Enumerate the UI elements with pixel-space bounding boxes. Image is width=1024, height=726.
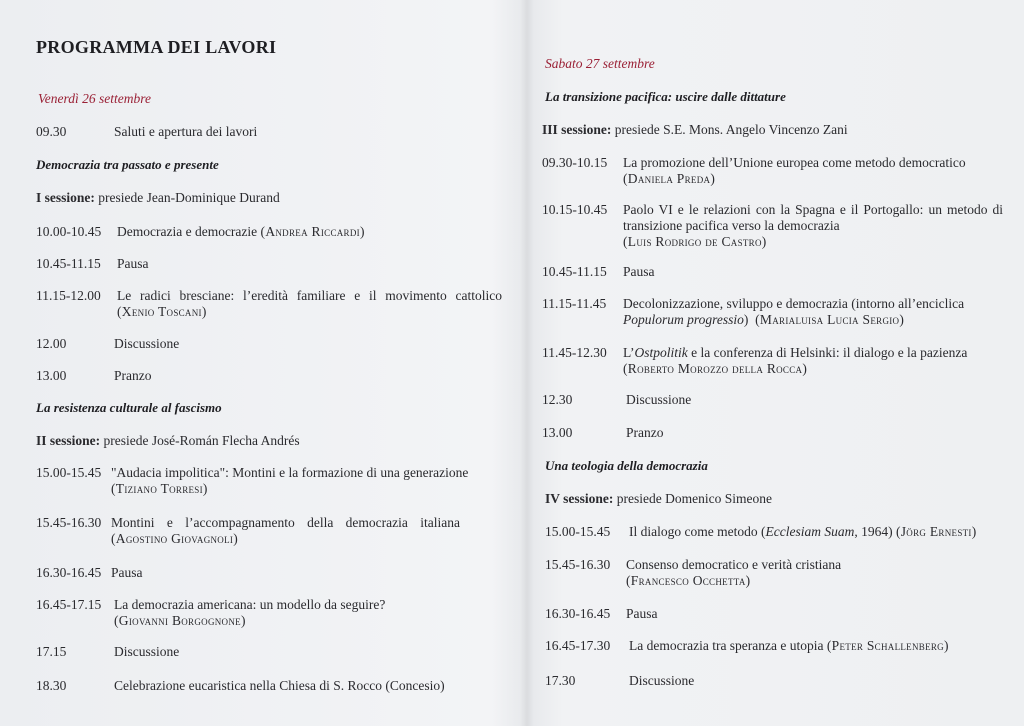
row-text: Discussione: [626, 392, 692, 407]
row-speaker: (Agostino Giovagnoli): [111, 531, 238, 546]
row-time: 10.15-10.45: [542, 202, 608, 217]
row-time: 11.15-12.00: [36, 288, 101, 303]
row-time: 15.45-16.30: [36, 515, 102, 530]
row-text: La promozione dell’Unione europea come metodo democratico: [623, 155, 966, 170]
session-chair: [36, 433, 300, 449]
row-speaker: (Giovanni Borgognone): [114, 613, 246, 628]
page-title: PROGRAMMA DEI LAVORI: [36, 37, 277, 57]
row-time: 11.45-12.30: [542, 345, 607, 360]
row-text-line2: Populorum progressio) (Marialuisa Lucia Sergio): [623, 312, 905, 327]
row-time: 15.00-15.45: [36, 465, 102, 480]
row-text: [623, 345, 967, 361]
row-time: 12.00: [36, 336, 67, 351]
row-text-part: e la conferenza di Helsinki: il dialogo e la pazienza: [687, 345, 968, 360]
row-time: 15.00-15.45: [545, 524, 611, 539]
session-chair-text: presiede S.E. Mons. Angelo Vincenzo Zani: [614, 122, 848, 137]
row-text: [629, 524, 977, 540]
row-text: Pausa: [623, 264, 655, 279]
paper-fold: [520, 0, 534, 726]
session-chair-text: presiede Jean-Dominique Durand: [98, 190, 280, 205]
row-text: Celebrazione eucaristica nella Chiesa di S. Rocco (Concesio): [114, 678, 445, 693]
session-label: II sessione:: [36, 433, 101, 448]
row-speaker: (Xenio Toscani): [117, 304, 207, 319]
row-text: Le radici bresciane: l’eredità familiare e il movimento cattolico: [117, 288, 502, 303]
session-label: III sessione:: [542, 122, 612, 137]
day-heading-friday: Venerdì 26 settembre: [38, 91, 151, 106]
row-text: Montini e l’accompagnamento della democrazia italiana: [111, 515, 460, 530]
section-title: Democrazia tra passato e presente: [36, 157, 219, 172]
session-chair-text: presiede José-Román Flecha Andrés: [103, 433, 300, 448]
row-time: 13.00: [542, 425, 573, 440]
session-chair: [545, 491, 772, 507]
row-text: Discussione: [114, 644, 180, 659]
row-speaker: (Jörg Ernesti): [895, 524, 977, 539]
row-speaker: (Andrea Riccardi): [260, 224, 365, 239]
row-text: Pausa: [626, 606, 658, 621]
row-speaker: (Francesco Occhetta): [626, 573, 751, 588]
row-text: "Audacia impolitica": Montini e la formazione di una generazione: [111, 465, 469, 480]
row-speaker: (Daniela Preda): [623, 171, 716, 186]
row-text-part: L’: [623, 345, 635, 360]
row-text: Pausa: [111, 565, 143, 580]
row-time: 13.00: [36, 368, 67, 383]
row-speaker: (Luis Rodrigo de Castro): [623, 234, 767, 249]
row-text: Democrazia e democrazie: [117, 224, 258, 239]
row-time: 18.30: [36, 678, 67, 693]
row-text: La democrazia tra speranza e utopia: [629, 638, 824, 653]
row-time: 16.30-16.45: [545, 606, 611, 621]
encyclical-title: Populorum progressio: [623, 312, 744, 327]
row-text-part: Il dialogo come metodo (: [629, 524, 766, 539]
row-text-italic: Ecclesiam Suam: [765, 524, 855, 539]
row-text: Discussione: [629, 673, 695, 688]
row-time: 10.45-11.15: [542, 264, 607, 279]
row-text: Consenso democratico e verità cristiana: [626, 557, 842, 572]
row-text: Pausa: [117, 256, 149, 271]
row-text: Pranzo: [626, 425, 664, 440]
section-title: La resistenza culturale al fascismo: [36, 400, 222, 415]
row-time: 11.15-11.45: [542, 296, 607, 311]
row-text-part: , 1964): [854, 524, 893, 539]
row-time: 09.30: [36, 124, 67, 139]
row-text: Pranzo: [114, 368, 152, 383]
row-time: 17.15: [36, 644, 67, 659]
row-time: 10.45-11.15: [36, 256, 101, 271]
session-label: I sessione:: [36, 190, 95, 205]
row-text: Saluti e apertura dei lavori: [114, 124, 258, 139]
row-time: 09.30-10.15: [542, 155, 608, 170]
row-content: [117, 224, 365, 240]
section-title: Una teologia della democrazia: [545, 458, 708, 473]
row-speaker: (Roberto Morozzo della Rocca): [623, 361, 808, 376]
row-text: Decolonizzazione, sviluppo e democrazia (intorno all’enciclica: [623, 296, 965, 311]
row-speaker: (Tiziano Torresi): [111, 481, 208, 496]
row-content: [629, 638, 949, 654]
row-time: 16.45-17.30: [545, 638, 611, 653]
row-speaker: (Marialuisa Lucia Sergio): [755, 312, 905, 327]
row-text: Discussione: [114, 336, 180, 351]
row-time: 10.00-10.45: [36, 224, 102, 239]
day-heading-saturday: Sabato 27 settembre: [545, 56, 655, 71]
row-time: 12.30: [542, 392, 573, 407]
section-title: La transizione pacifica: uscire dalle dittature: [545, 89, 786, 104]
row-speaker: (Peter Schallenberg): [826, 638, 949, 653]
row-text-italic: Ostpolitik: [634, 345, 688, 360]
session-chair-text: presiede Domenico Simeone: [616, 491, 772, 506]
row-time: 15.45-16.30: [545, 557, 611, 572]
row-time: 17.30: [545, 673, 576, 688]
session-label: IV sessione:: [545, 491, 614, 506]
row-text: Paolo VI e le relazioni con la Spagna e il Portogallo: un metodo di transizione pacifica verso la democrazia: [623, 202, 1003, 233]
row-time: 16.30-16.45: [36, 565, 102, 580]
row-time: 16.45-17.15: [36, 597, 102, 612]
session-chair: [36, 190, 280, 206]
row-text: La democrazia americana: un modello da seguire?: [114, 597, 386, 612]
session-chair: [542, 122, 848, 138]
